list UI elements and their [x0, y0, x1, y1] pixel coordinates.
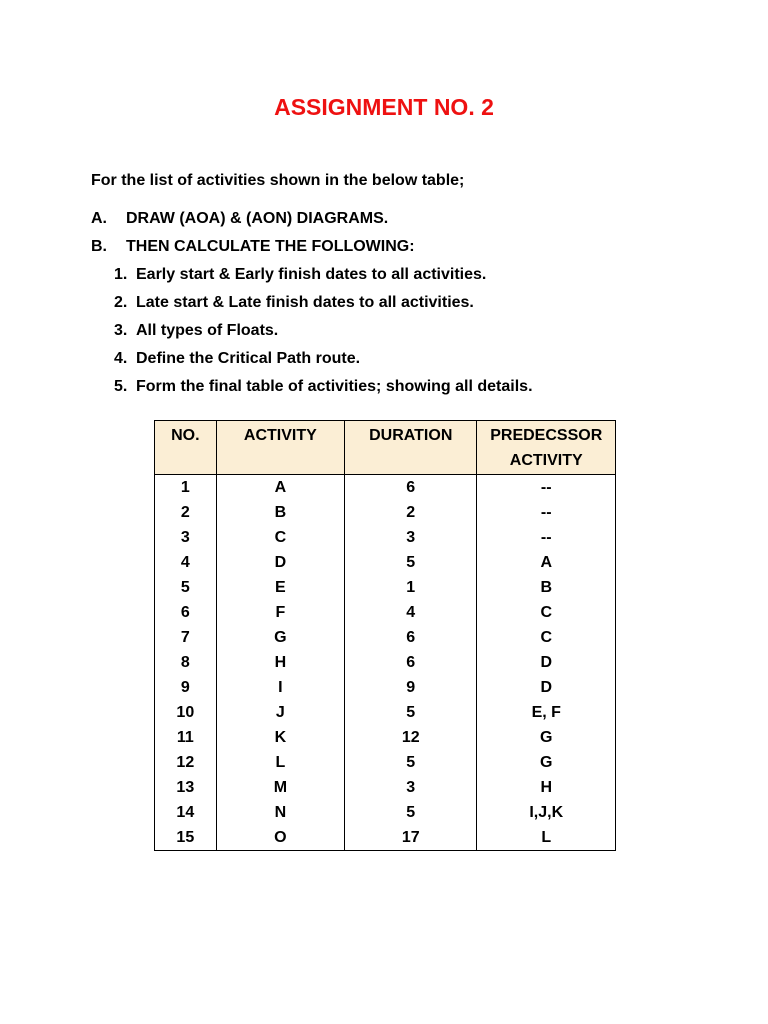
cell-no: 15 [155, 825, 217, 851]
cell-duration: 3 [345, 525, 477, 550]
cell-activity: I [216, 675, 344, 700]
task-item [91, 233, 533, 261]
cell-duration: 5 [345, 700, 477, 725]
table-row [155, 600, 616, 625]
cell-no: 13 [155, 775, 217, 800]
cell-no: 14 [155, 800, 217, 825]
subtask-text: All types of Floats. [136, 322, 279, 339]
subtask-marker: 3. [114, 322, 128, 339]
header-no: NO. [155, 421, 217, 475]
cell-duration: 6 [345, 625, 477, 650]
activities-table [154, 420, 616, 851]
cell-duration: 1 [345, 575, 477, 600]
cell-predecessor: C [477, 600, 616, 625]
header-duration: DURATION [345, 421, 477, 475]
cell-activity: K [216, 725, 344, 750]
cell-no: 6 [155, 600, 217, 625]
cell-activity: C [216, 525, 344, 550]
table-row [155, 750, 616, 775]
task-list [91, 205, 533, 401]
cell-activity: E [216, 575, 344, 600]
table-row [155, 725, 616, 750]
subtask-item [91, 317, 533, 345]
cell-activity: A [216, 475, 344, 501]
cell-duration: 9 [345, 675, 477, 700]
cell-duration: 4 [345, 600, 477, 625]
table-row [155, 775, 616, 800]
cell-activity: O [216, 825, 344, 851]
header-predecessor [477, 421, 616, 475]
subtask-item [91, 289, 533, 317]
cell-no: 12 [155, 750, 217, 775]
table-row [155, 500, 616, 525]
table-row [155, 475, 616, 501]
cell-duration: 12 [345, 725, 477, 750]
subtask-item [91, 261, 533, 289]
cell-no: 9 [155, 675, 217, 700]
cell-duration: 17 [345, 825, 477, 851]
cell-activity: D [216, 550, 344, 575]
cell-predecessor: D [477, 650, 616, 675]
table-row [155, 575, 616, 600]
cell-predecessor: -- [477, 475, 616, 501]
subtask-marker: 5. [114, 378, 128, 395]
table-row [155, 625, 616, 650]
cell-no: 7 [155, 625, 217, 650]
cell-predecessor: -- [477, 525, 616, 550]
task-marker: A. [91, 210, 107, 227]
cell-no: 1 [155, 475, 217, 501]
cell-activity: H [216, 650, 344, 675]
cell-no: 10 [155, 700, 217, 725]
subtask-item [91, 373, 533, 401]
cell-duration: 5 [345, 750, 477, 775]
cell-activity: B [216, 500, 344, 525]
cell-predecessor: H [477, 775, 616, 800]
cell-predecessor: -- [477, 500, 616, 525]
intro-text: For the list of activities shown in the below table; [91, 172, 465, 189]
cell-activity: G [216, 625, 344, 650]
cell-no: 11 [155, 725, 217, 750]
cell-predecessor: C [477, 625, 616, 650]
cell-predecessor: A [477, 550, 616, 575]
cell-predecessor: B [477, 575, 616, 600]
table-row [155, 825, 616, 851]
table-header [155, 421, 616, 475]
cell-predecessor: G [477, 725, 616, 750]
subtask-marker: 2. [114, 294, 128, 311]
header-predecessor-line1: PREDECSSOR [490, 427, 603, 444]
cell-no: 8 [155, 650, 217, 675]
task-text: DRAW (AOA) & (AON) DIAGRAMS. [126, 210, 389, 227]
cell-predecessor: G [477, 750, 616, 775]
cell-activity: L [216, 750, 344, 775]
cell-duration: 5 [345, 550, 477, 575]
subtask-text: Early start & Early finish dates to all activities. [136, 266, 487, 283]
assignment-title: ASSIGNMENT NO. 2 [274, 94, 494, 120]
subtask-marker: 1. [114, 266, 128, 283]
cell-no: 5 [155, 575, 217, 600]
table-row [155, 550, 616, 575]
subtask-marker: 4. [114, 350, 128, 367]
cell-duration: 5 [345, 800, 477, 825]
subtask-item [91, 345, 533, 373]
cell-duration: 6 [345, 650, 477, 675]
table-row [155, 700, 616, 725]
cell-activity: F [216, 600, 344, 625]
cell-no: 2 [155, 500, 217, 525]
table-row [155, 525, 616, 550]
cell-no: 3 [155, 525, 217, 550]
header-row [155, 421, 616, 475]
header-activity: ACTIVITY [216, 421, 344, 475]
header-predecessor-line2: ACTIVITY [509, 452, 583, 469]
subtask-text: Form the final table of activities; showing all details. [136, 378, 533, 395]
table-row [155, 675, 616, 700]
task-item [91, 205, 533, 233]
cell-activity: J [216, 700, 344, 725]
cell-activity: M [216, 775, 344, 800]
cell-activity: N [216, 800, 344, 825]
subtask-text: Late start & Late finish dates to all activities. [136, 294, 474, 311]
cell-duration: 2 [345, 500, 477, 525]
table-row [155, 800, 616, 825]
cell-no: 4 [155, 550, 217, 575]
table-row [155, 650, 616, 675]
task-marker: B. [91, 238, 107, 255]
cell-predecessor: D [477, 675, 616, 700]
cell-duration: 3 [345, 775, 477, 800]
cell-predecessor: I,J,K [477, 800, 616, 825]
cell-duration: 6 [345, 475, 477, 501]
table-body [155, 475, 616, 851]
cell-predecessor: E, F [477, 700, 616, 725]
task-text: THEN CALCULATE THE FOLLOWING: [126, 238, 415, 255]
subtask-text: Define the Critical Path route. [136, 350, 361, 367]
cell-predecessor: L [477, 825, 616, 851]
